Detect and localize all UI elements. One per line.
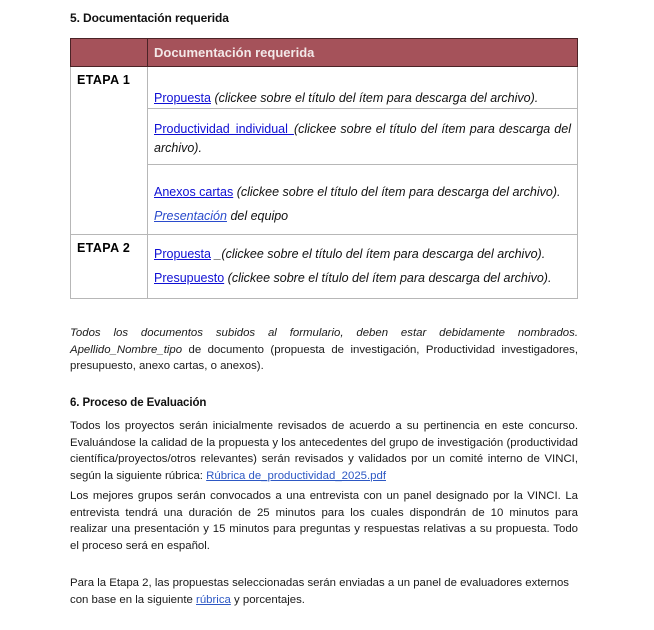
section-6-heading: 6. Proceso de Evaluación (70, 397, 207, 409)
rubrica-productividad-link[interactable]: Rúbrica de_productividad_2025.pdf (206, 469, 386, 482)
table-row (71, 165, 578, 235)
section-5-heading: 5. Documentación requerida (70, 11, 229, 25)
evaluation-paragraph-2: Los mejores grupos serán convocados a una entrevista con un panel designado por la VINCI. La entrevista tendrá una duración de 25 minutos para los cuales dispondrán de 10 minutos para realizar una presentación y 15 minutos para preguntas y respuestas relativas a su propuesta. Todo el proceso será en español. (70, 490, 578, 552)
table-cell-productividad (148, 109, 578, 165)
rubrica-link[interactable]: rúbrica (196, 593, 231, 606)
propuesta-etapa2-link[interactable]: Propuesta (154, 247, 211, 261)
team-label: del equipo (226, 209, 289, 223)
naming-instructions (70, 325, 578, 375)
anexos-cartas-link[interactable]: Anexos cartas (154, 185, 234, 199)
download-hint: (clickee sobre el título del ítem para descarga del archivo). (224, 271, 552, 285)
evaluation-paragraph-1 (70, 418, 578, 484)
evaluation-paragraph-1-text: Todos los proyectos serán inicialmente revisados de acuerdo a su pertinencia en este concurso. Evaluándose la calidad de la propuesta y los antecedentes del grupo de investigación (productividad científica/proyectos/otros relevantes) serán revisados y validados por un comité interno de VINCI, según la siguiente rúbrica: (70, 420, 578, 482)
required-documents-table (70, 38, 578, 299)
stage-1-label: ETAPA 1 (71, 67, 148, 235)
table-header-title: Documentación requerida (148, 39, 578, 67)
evaluation-paragraph-3 (70, 575, 578, 608)
presupuesto-link[interactable]: Presupuesto (154, 271, 225, 285)
propuesta-etapa1-link[interactable]: Propuesta (154, 91, 211, 105)
table-row (71, 109, 578, 165)
download-hint: (clickee sobre el título del ítem para descarga del archivo). (210, 91, 539, 105)
download-hint: (clickee sobre el título del ítem para descarga del archivo). (233, 185, 561, 199)
download-hint: (clickee sobre el título del ítem para descarga del archivo). (154, 122, 571, 155)
presentacion-link[interactable]: Presentación (154, 209, 227, 223)
table-cell-etapa2 (148, 235, 578, 299)
naming-instructions-italic: Todos los documentos subidos al formulario, deben estar debidamente nombrados. Apellido_Nombre_tipo (70, 327, 578, 356)
table-row (71, 67, 578, 109)
download-hint: _(clickee sobre el título del ítem para descarga del archivo). (210, 247, 546, 261)
stage-2-label: ETAPA 2 (71, 235, 148, 299)
table-header-corner (71, 39, 148, 67)
evaluation-paragraph-3-before: Para la Etapa 2, las propuestas seleccionadas serán enviadas a un panel de evaluadores externos con base en la siguiente (70, 577, 569, 606)
table-row (71, 235, 578, 299)
table-cell-propuesta-1 (148, 67, 578, 109)
table-header-row (71, 39, 578, 67)
naming-instructions-rest: de documento (propuesta de investigación, Productividad investigadores, presupuesto, anexo cartas, o anexos). (70, 343, 578, 372)
evaluation-paragraph-3-after: y porcentajes. (230, 593, 305, 606)
productividad-individual-link[interactable]: Productividad individual (154, 122, 294, 136)
table-cell-anexos (148, 165, 578, 235)
